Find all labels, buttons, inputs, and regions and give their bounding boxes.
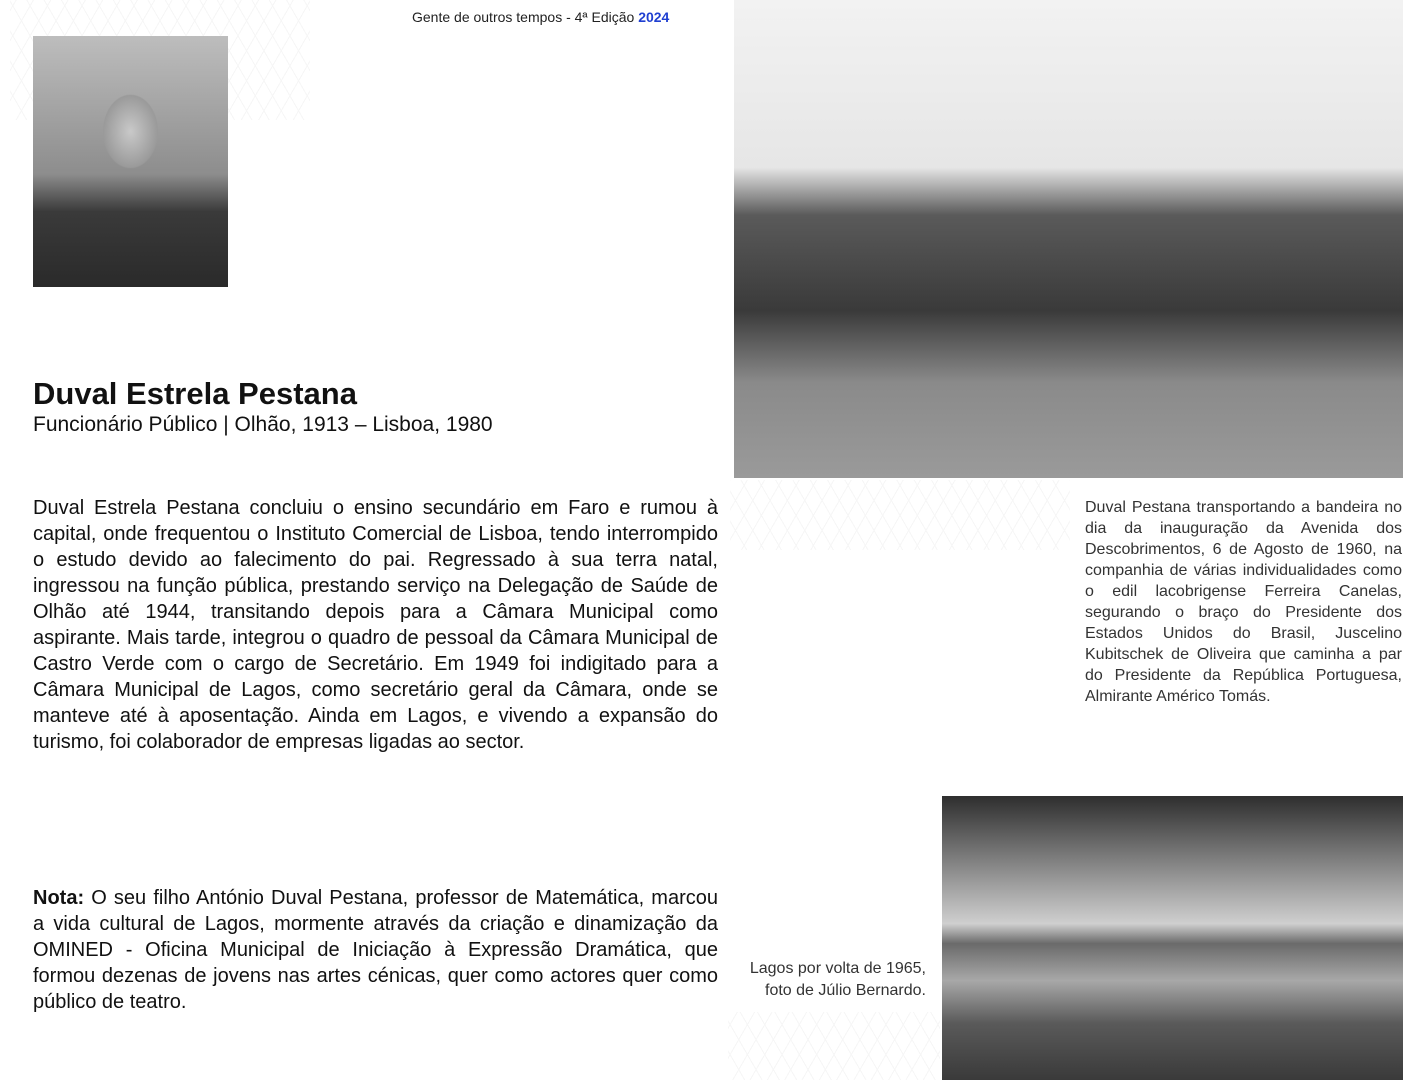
edition-year: 2024 bbox=[638, 9, 670, 25]
page-title: Duval Estrela Pestana bbox=[33, 376, 357, 411]
series-title: Gente de outros tempos - 4ª Edição bbox=[412, 9, 635, 25]
note-text: O seu filho António Duval Pestana, professor de Matemática, marcou a vida cultural de Lagos, mormente através da criação e dinamização da OMINED - Oficina Municipal de Iniciação à Expressão Dramática, que formou dezenas de jovens nas artes cénicas, quer como actores quer como público de teatro. bbox=[33, 887, 718, 1013]
lagos-photo bbox=[942, 796, 1403, 1080]
note-label: Nota: bbox=[33, 887, 85, 909]
lagos-caption: Lagos por volta de 1965, foto de Júlio Bernardo. bbox=[749, 960, 926, 999]
parade-caption: Duval Pestana transportando a bandeira no dia da inauguração da Avenida dos Descobrimentos, 6 de Agosto de 1960, na companhia de várias individualidades como o edil lacobrigense Ferreira Canelas, segurando o braço do Presidente dos Estados Unidos do Brasil, Juscelino Kubitschek de Oliveira que caminha a par do Presidente da República Portuguesa, Almirante Américo Tomás. bbox=[1085, 499, 1402, 705]
page-header bbox=[412, 9, 669, 25]
parade-photo bbox=[734, 0, 1403, 478]
decorative-pattern bbox=[728, 1012, 940, 1080]
biography-text: Duval Estrela Pestana concluiu o ensino secundário em Faro e rumou à capital, onde frequentou o Instituto Comercial de Lisboa, tendo interrompido o estudo devido ao falecimento do pai. Regressado à sua terra natal, ingressou na função pública, prestando serviço na Delegação de Saúde de Olhão até 1944, transitando depois para a Câmara Municipal como aspirante. Mais tarde, integrou o quadro de pessoal da Câmara Municipal de Castro Verde com o cargo de Secretário. Em 1949 foi indigitado para a Câmara Municipal de Lagos, como secretário geral da Câmara, onde se manteve até à aposentação. Ainda em Lagos, e vivendo a expansão do turismo, foi colaborador de empresas ligadas ao sector. bbox=[33, 497, 718, 753]
note-paragraph bbox=[33, 885, 718, 1015]
person-subtitle: Funcionário Público | Olhão, 1913 – Lisboa, 1980 bbox=[33, 413, 493, 436]
portrait-photo bbox=[33, 36, 228, 287]
decorative-pattern bbox=[730, 480, 1070, 550]
